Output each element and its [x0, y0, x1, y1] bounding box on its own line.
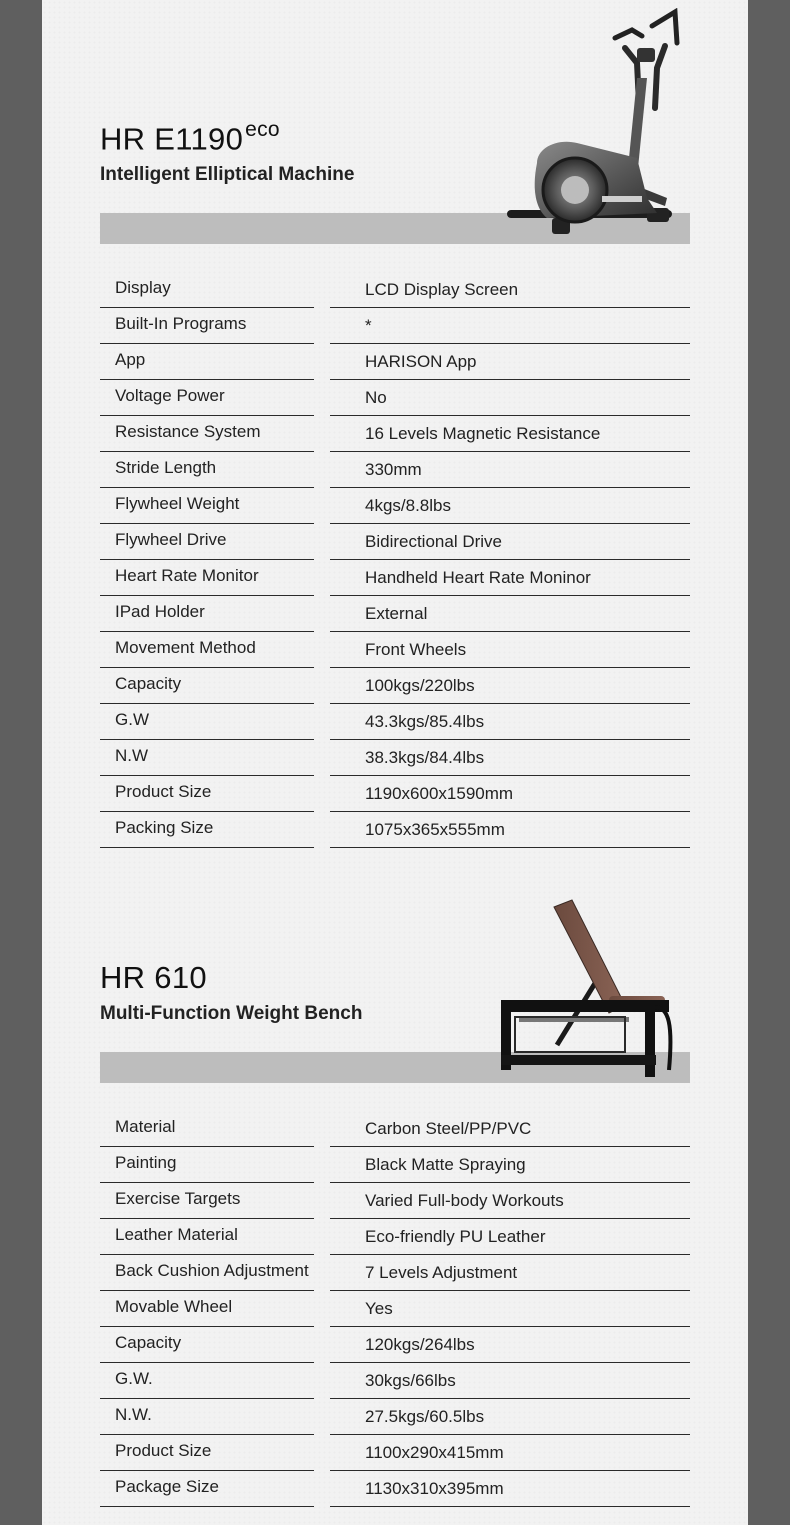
spec-row — [100, 597, 690, 633]
spec-value: Yes — [330, 1292, 690, 1327]
weight-bench-image — [497, 895, 677, 1080]
product-title — [100, 960, 207, 996]
elliptical-machine-image — [497, 8, 707, 243]
product-title — [100, 120, 280, 157]
spec-label: Leather Material — [100, 1220, 314, 1255]
spec-value: No — [330, 381, 690, 416]
spec-row — [100, 741, 690, 777]
spec-label: Movable Wheel — [100, 1292, 314, 1327]
model-name: HR E1190 — [100, 121, 244, 157]
spec-row — [100, 1436, 690, 1472]
spec-value: Front Wheels — [330, 633, 690, 668]
spec-row — [100, 1472, 690, 1508]
spec-label: Product Size — [100, 1436, 314, 1471]
spec-value: 1190x600x1590mm — [330, 777, 690, 812]
spec-label: Package Size — [100, 1472, 314, 1507]
spec-value: 1100x290x415mm — [330, 1436, 690, 1471]
spec-row — [100, 345, 690, 381]
spec-row — [100, 633, 690, 669]
spec-label: N.W — [100, 741, 314, 776]
spec-label: Flywheel Weight — [100, 489, 314, 524]
spec-label: G.W. — [100, 1364, 314, 1399]
spec-row — [100, 1220, 690, 1256]
spec-value: Black Matte Spraying — [330, 1148, 690, 1183]
spec-value: 43.3kgs/85.4lbs — [330, 705, 690, 740]
product-subtitle: Intelligent Elliptical Machine — [100, 164, 355, 185]
spec-label: Heart Rate Monitor — [100, 561, 314, 596]
spec-value: Varied Full-body Workouts — [330, 1184, 690, 1219]
spec-label: Stride Length — [100, 453, 314, 488]
spec-label: Capacity — [100, 669, 314, 704]
spec-value: 1075x365x555mm — [330, 813, 690, 848]
spec-value: 1130x310x395mm — [330, 1472, 690, 1507]
spec-row — [100, 705, 690, 741]
spec-value: 7 Levels Adjustment — [330, 1256, 690, 1291]
spec-label: Packing Size — [100, 813, 314, 848]
spec-label: Built-In Programs — [100, 309, 314, 344]
spec-row — [100, 453, 690, 489]
spec-label: Painting — [100, 1148, 314, 1183]
product-subtitle: Multi-Function Weight Bench — [100, 1003, 363, 1024]
spec-value: 330mm — [330, 453, 690, 488]
spec-row — [100, 561, 690, 597]
spec-value: 27.5kgs/60.5lbs — [330, 1400, 690, 1435]
spec-value: 120kgs/264lbs — [330, 1328, 690, 1363]
spec-row — [100, 381, 690, 417]
spec-row — [100, 777, 690, 813]
spec-sheet — [42, 0, 748, 1525]
spec-value: 16 Levels Magnetic Resistance — [330, 417, 690, 452]
spec-label: Back Cushion Adjustment — [100, 1256, 314, 1291]
spec-value: LCD Display Screen — [330, 273, 690, 308]
spec-value: * — [330, 309, 690, 344]
spec-row — [100, 1112, 690, 1148]
spec-row — [100, 309, 690, 345]
spec-value: External — [330, 597, 690, 632]
spec-row — [100, 273, 690, 309]
spec-row — [100, 1292, 690, 1328]
spec-row — [100, 813, 690, 849]
spec-value: Eco-friendly PU Leather — [330, 1220, 690, 1255]
spec-label: Movement Method — [100, 633, 314, 668]
spec-table — [100, 1112, 690, 1508]
spec-row — [100, 489, 690, 525]
spec-value: Carbon Steel/PP/PVC — [330, 1112, 690, 1147]
spec-row — [100, 1328, 690, 1364]
spec-value: 38.3kgs/84.4lbs — [330, 741, 690, 776]
model-name: HR 610 — [100, 960, 207, 995]
spec-row — [100, 1364, 690, 1400]
spec-label: Display — [100, 273, 314, 308]
spec-label: Capacity — [100, 1328, 314, 1363]
spec-row — [100, 525, 690, 561]
spec-value: 4kgs/8.8lbs — [330, 489, 690, 524]
spec-row — [100, 417, 690, 453]
spec-label: App — [100, 345, 314, 380]
spec-value: HARISON App — [330, 345, 690, 380]
spec-row — [100, 1256, 690, 1292]
spec-label: Voltage Power — [100, 381, 314, 416]
model-suffix: eco — [245, 118, 280, 141]
spec-row — [100, 1148, 690, 1184]
spec-label: Flywheel Drive — [100, 525, 314, 560]
spec-label: Resistance System — [100, 417, 314, 452]
spec-value: 30kgs/66lbs — [330, 1364, 690, 1399]
spec-label: Material — [100, 1112, 314, 1147]
spec-label: IPad Holder — [100, 597, 314, 632]
spec-label: G.W — [100, 705, 314, 740]
spec-label: Product Size — [100, 777, 314, 812]
spec-value: 100kgs/220lbs — [330, 669, 690, 704]
spec-value: Bidirectional Drive — [330, 525, 690, 560]
spec-row — [100, 1184, 690, 1220]
spec-label: Exercise Targets — [100, 1184, 314, 1219]
spec-row — [100, 1400, 690, 1436]
spec-label: N.W. — [100, 1400, 314, 1435]
spec-table — [100, 273, 690, 849]
spec-row — [100, 669, 690, 705]
spec-value: Handheld Heart Rate Moninor — [330, 561, 690, 596]
